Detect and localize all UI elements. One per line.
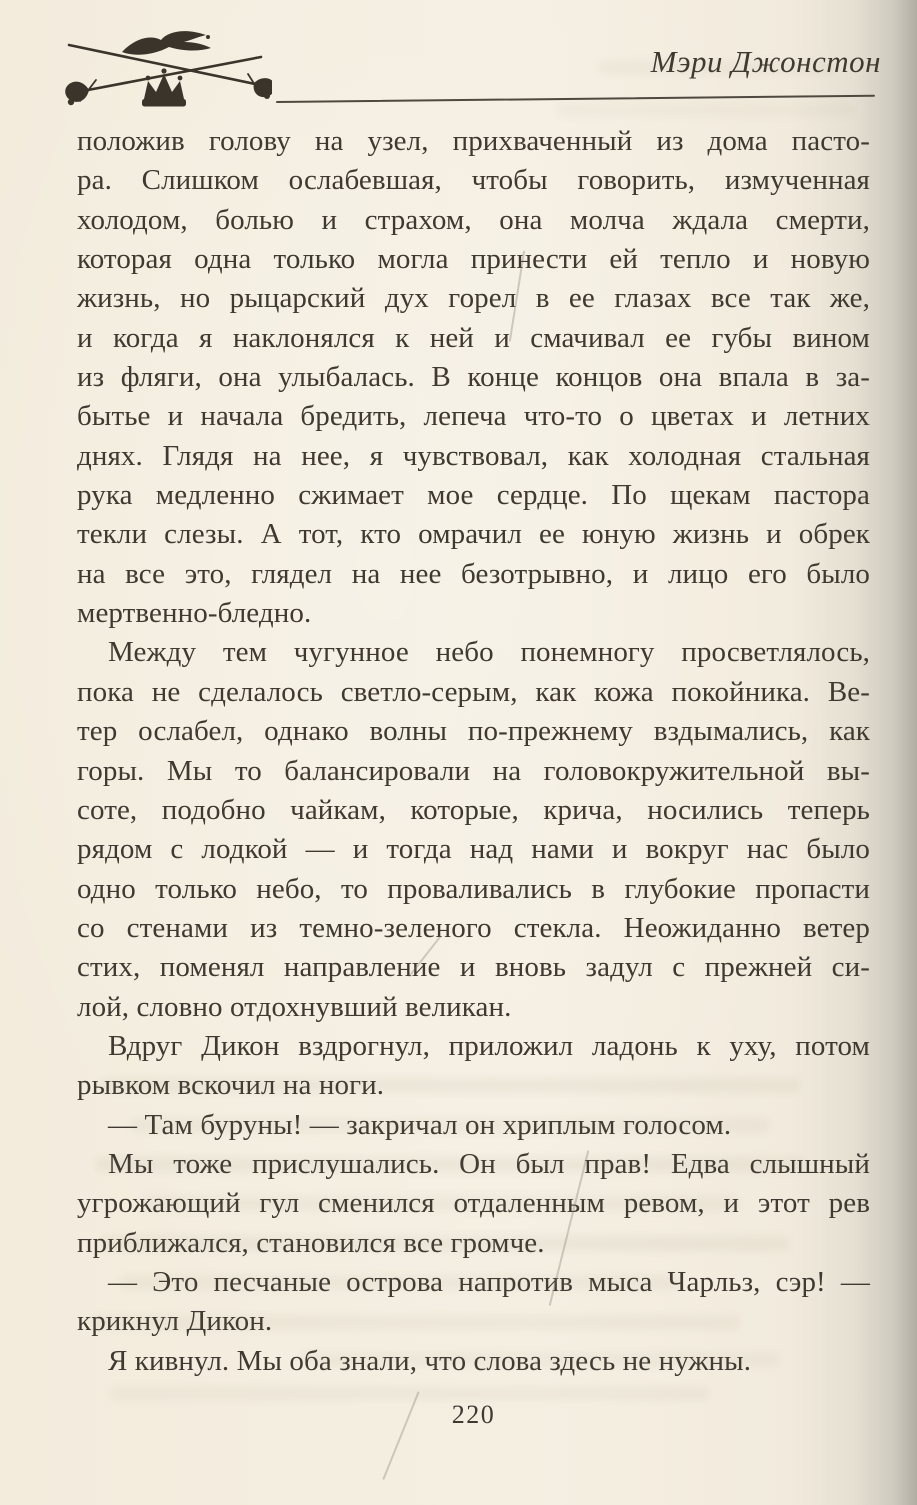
text-line: положив голову на узел, прихваченный из дома пасто- [77, 125, 870, 157]
paragraph [77, 122, 870, 633]
text-line: рывком вскочил на ноги. [77, 1069, 385, 1102]
text-line: пока не сделалось светло-серым, как кожа покойника. Ве- [77, 675, 870, 708]
text-line: — Это песчаные острова напротив мыса Чарльз, сэр! — [108, 1265, 870, 1298]
text-line: стих, поменял направление и вновь задул с прежней си- [77, 951, 870, 984]
text-line: соте, подобно чайкам, которые, крича, носились теперь [77, 793, 870, 826]
text-line: Мы тоже прислушались. Он был прав! Едва слышный [108, 1147, 870, 1180]
crown-band-icon [142, 99, 186, 107]
text-line: крикнул Дикон. [77, 1305, 273, 1338]
text-line: рука медленно сжимает мое сердце. По щекам пастора [77, 479, 870, 512]
text-line: одно только небо, то проваливались в глубокие пропасти [77, 872, 870, 905]
text-line: из фляги, она улыбалась. В конце концов она впала в за- [77, 361, 870, 394]
crown-jewel-icon [146, 76, 151, 81]
text-line: на все это, глядел на нее безотрывно, и лицо его было [77, 557, 870, 590]
text-line: угрожающий гул сменился отдаленным ревом, и этот рев [77, 1187, 870, 1220]
text-line: бытье и начала бредить, лепеча что-то о цветах и летних [77, 400, 870, 433]
text-line: мертвенно-бледно. [77, 597, 312, 630]
crossed-sabers-eagle-crown-icon [58, 28, 272, 118]
crown-jewel-icon [178, 76, 183, 81]
saber-pommel-icon [264, 93, 270, 99]
text-line: Я кивнул. Мы оба знали, что слова здесь не нужны. [108, 1344, 752, 1377]
text-line: днях. Глядя на нее, я чувствовал, как холодная стальная [77, 439, 870, 472]
body-text [77, 122, 870, 1381]
header-rule [276, 95, 875, 104]
paragraph [77, 1145, 870, 1263]
paragraph [77, 633, 870, 1026]
eagle-icon [122, 31, 211, 55]
text-line: со стенами из темно-зеленого стекла. Неожиданно ветер [77, 911, 870, 944]
text-line: текли слезы. А тот, кто омрачил ее юную жизнь и обрек [77, 518, 870, 551]
saber-hilt-icon [65, 82, 89, 102]
text-line: тер ослабел, однако волны по-прежнему вздымались, как [77, 715, 870, 748]
text-line: лой, словно отдохнувший великан. [77, 990, 512, 1023]
eagle-head-icon [206, 35, 210, 39]
saber-pommel-icon [68, 99, 74, 105]
crown-jewel-icon [161, 68, 166, 73]
text-line: — Там буруны! — закричал он хриплым голосом. [108, 1108, 732, 1141]
text-line: которая одна только могла принести ей тепло и новую [77, 243, 870, 276]
text-line: холодом, болью и страхом, она молча ждала смерти, [77, 203, 870, 236]
paragraph [77, 1263, 870, 1342]
text-line: горы. Мы то балансировали на головокружительной вы- [77, 754, 870, 787]
paragraph [77, 1106, 870, 1145]
text-line: приближался, становился все громче. [77, 1226, 545, 1259]
text-line: Между тем чугунное небо понемногу просветлялось, [108, 636, 870, 669]
bleed-through-artifact [556, 102, 856, 117]
text-line: рядом с лодкой — и тогда над нами и вокруг нас было [77, 833, 870, 866]
text-line: жизнь, но рыцарский дух горел в ее глазах все так же, [77, 282, 870, 315]
running-head-author: Мэри Джонстон [650, 44, 881, 79]
paragraph [77, 1027, 870, 1106]
bleed-through-artifact [110, 1386, 710, 1401]
paragraph [77, 1342, 870, 1381]
text-line: Вдруг Дикон вздрогнул, приложил ладонь к уху, потом [108, 1029, 870, 1062]
page-number: 220 [451, 1400, 496, 1429]
text-line: ра. Слишком ослабевшая, чтобы говорить, измученная [77, 164, 870, 197]
saber-blade-icon [88, 57, 261, 90]
text-line: и когда я наклонялся к ней и смачивал ее губы вином [77, 321, 870, 354]
